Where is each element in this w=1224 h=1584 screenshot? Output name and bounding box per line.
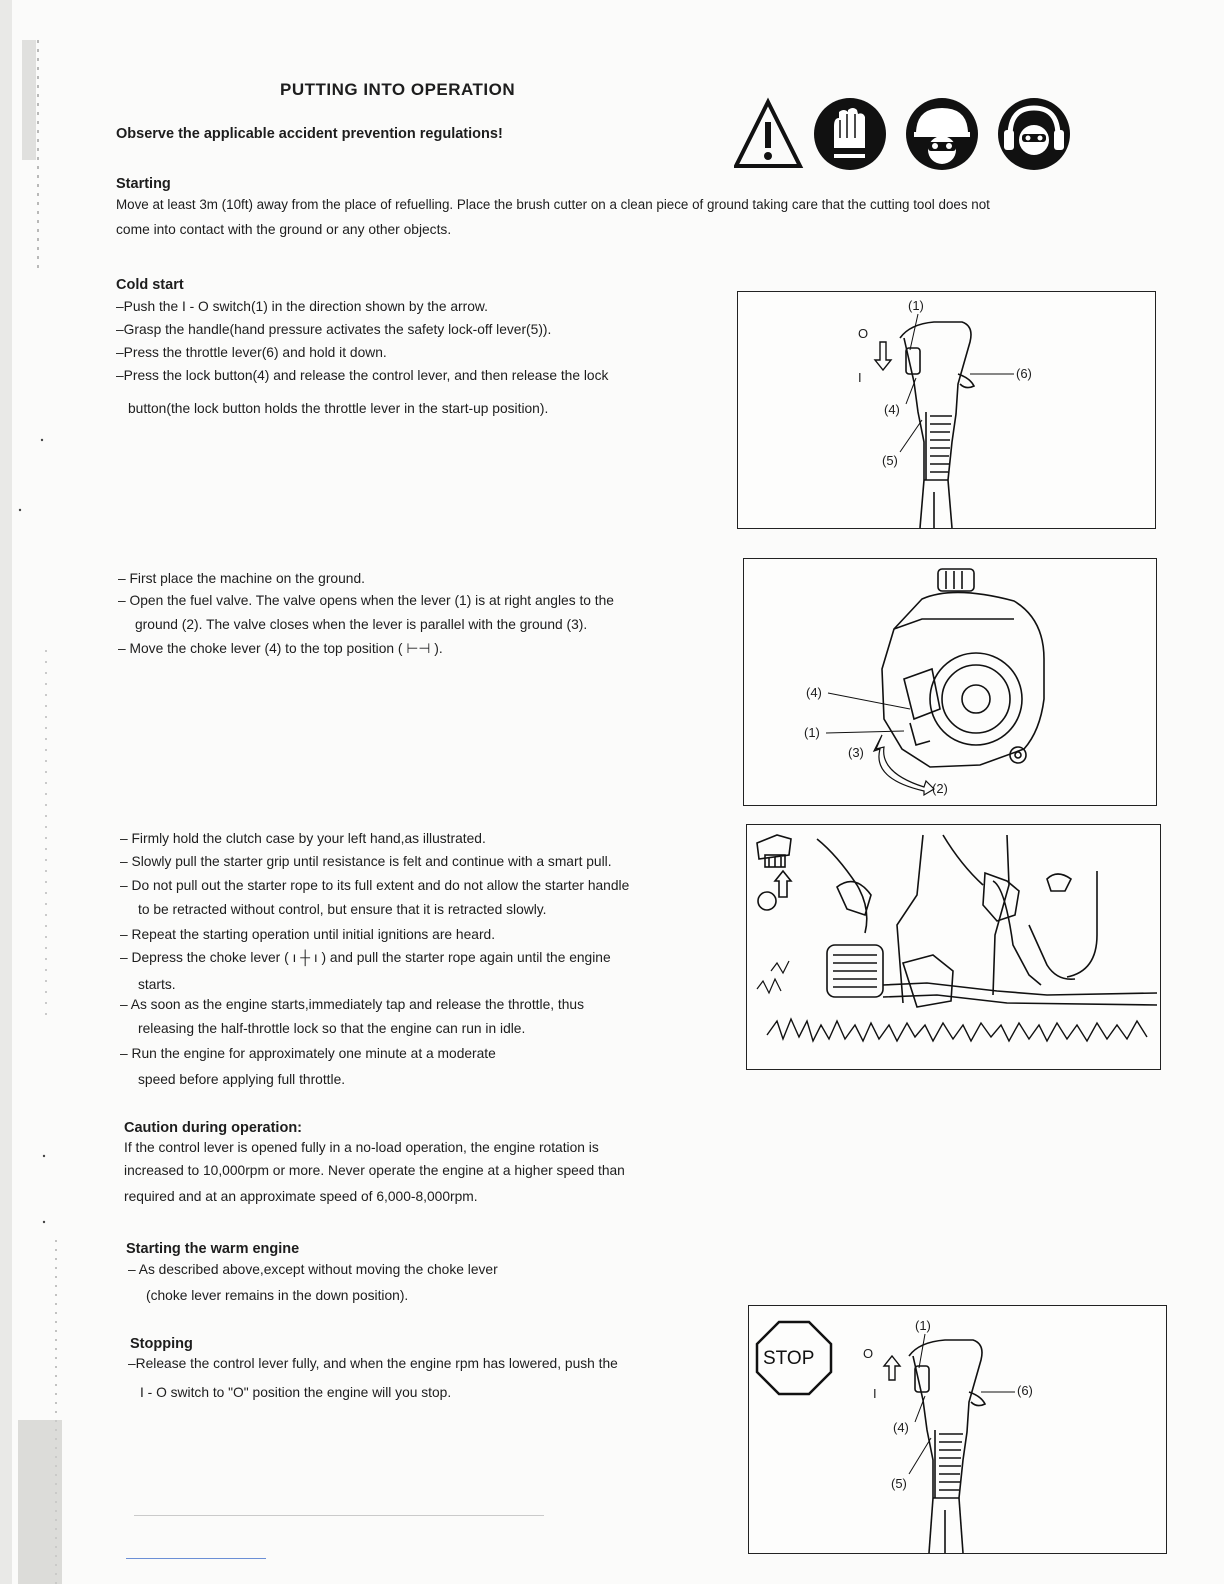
pull-item-1: – Firmly hold the clutch case by your left hand,as illustrated.: [120, 831, 486, 846]
warm-heading: Starting the warm engine: [126, 1241, 300, 1257]
scan-artifact-blue-line: [126, 1558, 266, 1559]
cold-start-item-2: –Grasp the handle(hand pressure activates the safety lock-off lever(5)).: [116, 322, 552, 337]
stopping-heading: Stopping: [130, 1336, 193, 1352]
grass-tuft-left-2: [771, 961, 789, 973]
fig4-up-arrow-icon: [884, 1356, 900, 1380]
stop-handle-drawing: [909, 1340, 985, 1553]
stop-sign-text: STOP: [763, 1348, 815, 1369]
grass-tuft-left: [757, 979, 781, 993]
caution-line-3: required and at an approximate speed of 6,000-8,000rpm.: [124, 1189, 478, 1204]
pull-item-6-cont: releasing the half-throttle lock so that the engine can run in idle.: [138, 1021, 526, 1036]
fig1-o-label: O: [858, 326, 869, 341]
starting-line-2: come into contact with the ground or any other objects.: [116, 222, 452, 237]
figure-handle: [737, 291, 1156, 529]
pull-item-3: – Do not pull out the starter rope to its full extent and do not allow the starter handle: [120, 878, 630, 893]
scan-artifact-line: [134, 1515, 544, 1516]
caution-line-2: increased to 10,000rpm or more. Never operate the engine at a higher speed than: [124, 1163, 625, 1178]
engine-drawing: [882, 569, 1044, 767]
warm-line-2: (choke lever remains in the down position).: [146, 1288, 409, 1303]
fig2-callout-4: (4): [806, 685, 822, 700]
fig2-callout-3: (3): [848, 745, 864, 760]
handle-drawing: [900, 322, 974, 528]
figure-stop: [748, 1305, 1167, 1554]
page-title: PUTTING INTO OPERATION: [280, 80, 516, 99]
clutch-pull-symbol-icon: [757, 835, 791, 910]
caution-heading: Caution during operation:: [124, 1120, 303, 1136]
fig4-callout-6: (6): [1017, 1383, 1033, 1398]
scan-edge-noise: [0, 0, 70, 1584]
fig4-o-label: O: [863, 1346, 874, 1361]
safety-icons: [734, 96, 1084, 172]
figure-engine: [743, 558, 1157, 806]
fig2-callout-2: (2): [932, 781, 948, 796]
fig4-callout-4: (4): [893, 1420, 909, 1435]
pull-item-2: – Slowly pull the starter grip until resistance is felt and continue with a smart pull.: [120, 854, 612, 869]
pull-item-7: – Run the engine for approximately one minute at a moderate: [120, 1046, 496, 1061]
grass-drawing: [767, 1019, 1147, 1041]
starting-line-1: Move at least 3m (10ft) away from the place of refuelling. Place the brush cutter on a clean piece of ground taking care that the cutting tool does not: [116, 197, 990, 212]
stopping-line-2: I - O switch to "O" position the engine will you stop.: [140, 1385, 452, 1400]
fig2-callout-1: (1): [804, 725, 820, 740]
operator-drawing: [817, 835, 1157, 1007]
pull-item-4: – Repeat the starting operation until initial ignitions are heard.: [120, 927, 496, 942]
cold-start-item-3: –Press the throttle lever(6) and hold it down.: [116, 345, 387, 360]
fuel-item-1: – First place the machine on the ground.: [118, 571, 365, 586]
pull-item-7-cont: speed before applying full throttle.: [138, 1072, 346, 1087]
pull-item-5-cont: starts.: [138, 977, 176, 992]
warm-line-1: – As described above,except without moving the choke lever: [128, 1262, 498, 1277]
pull-item-3-cont: to be retracted without control, but ensure that it is retracted slowly.: [138, 902, 547, 917]
stop-sign-icon: [757, 1322, 831, 1394]
pull-item-5: – Depress the choke lever ( ı ┼ ı ) and pull the starter rope again until the engine: [120, 950, 611, 965]
fig1-callout-4: (4): [884, 402, 900, 417]
stopping-line-1: –Release the control lever fully, and when the engine rpm has lowered, push the: [128, 1356, 618, 1371]
fig1-callout-6: (6): [1016, 366, 1032, 381]
gloves-icon: [814, 98, 886, 170]
helmet-goggles-icon: [906, 98, 978, 170]
fig4-callout-1: (1): [915, 1318, 931, 1333]
cold-start-heading: Cold start: [116, 277, 184, 293]
observe-note: Observe the applicable accident prevention regulations!: [116, 126, 503, 142]
fig2-rotate-arrow-icon: [874, 735, 934, 795]
fig1-i-label: I: [858, 370, 862, 385]
fig4-i-label: I: [873, 1386, 877, 1401]
starting-heading: Starting: [116, 176, 171, 192]
pull-item-6: – As soon as the engine starts,immediately tap and release the throttle, thus: [120, 997, 585, 1012]
fig1-down-arrow-icon: [875, 342, 891, 370]
cold-start-item-4-cont: button(the lock button holds the throttle lever in the start-up position).: [128, 401, 549, 416]
fuel-item-3: – Move the choke lever (4) to the top position ( ⊢⊣ ).: [118, 641, 443, 656]
cold-start-item-1: –Push the I - O switch(1) in the direction shown by the arrow.: [116, 299, 488, 314]
caution-line-1: If the control lever is opened fully in a no-load operation, the engine rotation is: [124, 1140, 599, 1155]
warning-triangle-icon: [736, 102, 800, 166]
figure-pull-start: [746, 824, 1161, 1070]
cold-start-item-4: –Press the lock button(4) and release the control lever, and then release the lock: [116, 368, 609, 383]
fig1-callout-1: (1): [908, 298, 924, 313]
fuel-item-2-cont: ground (2). The valve closes when the lever is parallel with the ground (3).: [135, 617, 588, 632]
ear-protection-icon: [998, 98, 1070, 170]
fig4-callout-5: (5): [891, 1476, 907, 1491]
fig1-callout-5: (5): [882, 453, 898, 468]
fuel-item-2: – Open the fuel valve. The valve opens when the lever (1) is at right angles to the: [118, 593, 614, 608]
